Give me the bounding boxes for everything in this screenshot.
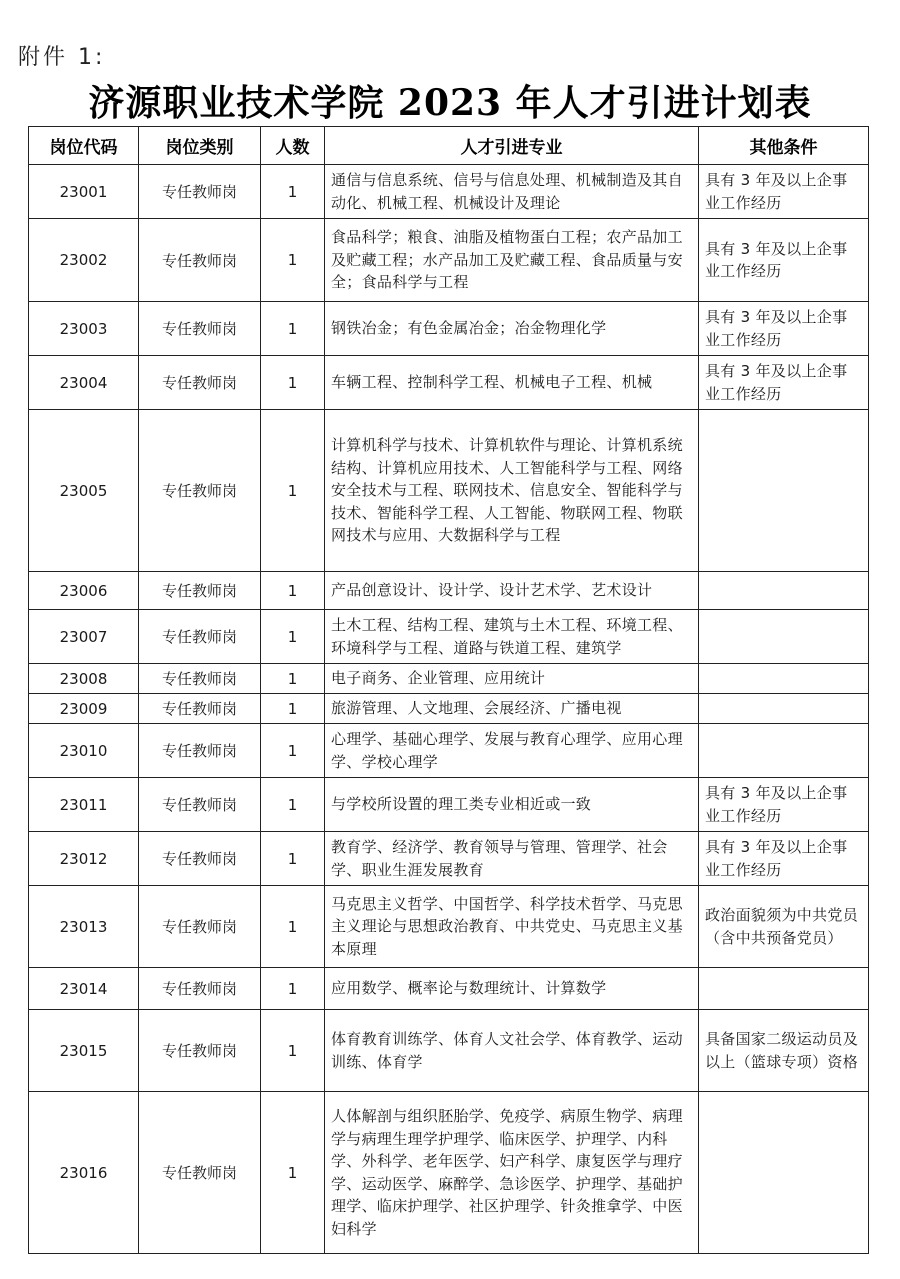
cell-majors: 食品科学；粮食、油脂及植物蛋白工程；农产品加工及贮藏工程；水产品加工及贮藏工程、食品质量与安全；食品科学与工程 [325,219,699,302]
cell-code: 23006 [29,572,139,610]
cell-code: 23004 [29,356,139,410]
cell-other: 具有 3 年及以上企事业工作经历 [699,302,869,356]
cell-category: 专任教师岗 [139,572,261,610]
cell-code: 23002 [29,219,139,302]
cell-other: 具有 3 年及以上企事业工作经历 [699,219,869,302]
table-row [29,968,869,1010]
cell-category: 专任教师岗 [139,1010,261,1092]
table-row [29,832,869,886]
cell-majors: 电子商务、企业管理、应用统计 [325,664,699,694]
table-row [29,724,869,778]
cell-code: 23009 [29,694,139,724]
cell-other [699,1092,869,1254]
cell-category: 专任教师岗 [139,724,261,778]
cell-count: 1 [261,694,325,724]
cell-other [699,410,869,572]
cell-majors: 心理学、基础心理学、发展与教育心理学、应用心理学、学校心理学 [325,724,699,778]
cell-code: 23008 [29,664,139,694]
cell-code: 23010 [29,724,139,778]
cell-other [699,694,869,724]
cell-category: 专任教师岗 [139,1092,261,1254]
cell-count: 1 [261,572,325,610]
cell-other [699,724,869,778]
table-row [29,219,869,302]
page-title: 济源职业技术学院 2023 年人才引进计划表 [88,82,812,124]
attachment-label: 附件 1: [18,45,106,70]
header-category: 岗位类别 [139,127,261,165]
cell-majors: 通信与信息系统、信号与信息处理、机械制造及其自动化、机械工程、机械设计及理论 [325,165,699,219]
cell-count: 1 [261,610,325,664]
cell-category: 专任教师岗 [139,410,261,572]
cell-count: 1 [261,968,325,1010]
cell-majors: 产品创意设计、设计学、设计艺术学、艺术设计 [325,572,699,610]
cell-code: 23007 [29,610,139,664]
cell-majors: 土木工程、结构工程、建筑与土木工程、环境工程、环境科学与工程、道路与铁道工程、建筑学 [325,610,699,664]
cell-count: 1 [261,1092,325,1254]
cell-category: 专任教师岗 [139,694,261,724]
cell-count: 1 [261,219,325,302]
cell-code: 23012 [29,832,139,886]
cell-category: 专任教师岗 [139,886,261,968]
cell-count: 1 [261,664,325,694]
cell-category: 专任教师岗 [139,778,261,832]
cell-count: 1 [261,356,325,410]
header-other: 其他条件 [699,127,869,165]
cell-majors: 人体解剖与组织胚胎学、免疫学、病原生物学、病理学与病理生理学护理学、临床医学、护理学、内科学、外科学、老年医学、妇产科学、康复医学与理疗学、运动医学、麻醉学、急诊医学、护理学、基础护理学、临床护理学、社区护理学、针灸推拿学、中医妇科学 [325,1092,699,1254]
cell-code: 23001 [29,165,139,219]
cell-count: 1 [261,165,325,219]
header-code: 岗位代码 [29,127,139,165]
table-header-row [29,127,869,165]
cell-category: 专任教师岗 [139,165,261,219]
table-row [29,886,869,968]
cell-category: 专任教师岗 [139,219,261,302]
cell-category: 专任教师岗 [139,968,261,1010]
table-row [29,165,869,219]
cell-majors: 教育学、经济学、教育领导与管理、管理学、社会学、职业生涯发展教育 [325,832,699,886]
header-majors: 人才引进专业 [325,127,699,165]
cell-category: 专任教师岗 [139,356,261,410]
cell-code: 23011 [29,778,139,832]
cell-other [699,968,869,1010]
table-row [29,1010,869,1092]
cell-majors: 应用数学、概率论与数理统计、计算数学 [325,968,699,1010]
cell-other: 政治面貌须为中共党员（含中共预备党员） [699,886,869,968]
cell-code: 23003 [29,302,139,356]
table-row [29,572,869,610]
cell-code: 23013 [29,886,139,968]
cell-majors: 马克思主义哲学、中国哲学、科学技术哲学、马克思主义理论与思想政治教育、中共党史、马克思主义基本原理 [325,886,699,968]
header-count: 人数 [261,127,325,165]
cell-majors: 旅游管理、人文地理、会展经济、广播电视 [325,694,699,724]
cell-code: 23016 [29,1092,139,1254]
cell-other [699,664,869,694]
cell-majors: 计算机科学与技术、计算机软件与理论、计算机系统结构、计算机应用技术、人工智能科学与工程、网络安全技术与工程、联网技术、信息安全、智能科学与技术、智能科学工程、人工智能、物联网工程、物联网技术与应用、大数据科学与工程 [325,410,699,572]
cell-count: 1 [261,1010,325,1092]
cell-count: 1 [261,410,325,572]
cell-count: 1 [261,724,325,778]
cell-other [699,572,869,610]
cell-other: 具有 3 年及以上企事业工作经历 [699,165,869,219]
table-row [29,1092,869,1254]
cell-category: 专任教师岗 [139,610,261,664]
table-row [29,302,869,356]
table-row [29,778,869,832]
recruitment-plan-table [28,126,869,1254]
cell-code: 23015 [29,1010,139,1092]
cell-other [699,610,869,664]
table-row [29,694,869,724]
cell-majors: 体育教育训练学、体育人文社会学、体育教学、运动训练、体育学 [325,1010,699,1092]
table-row [29,356,869,410]
cell-majors: 车辆工程、控制科学工程、机械电子工程、机械 [325,356,699,410]
cell-other: 具有 3 年及以上企事业工作经历 [699,832,869,886]
cell-category: 专任教师岗 [139,832,261,886]
cell-count: 1 [261,778,325,832]
cell-code: 23014 [29,968,139,1010]
cell-count: 1 [261,832,325,886]
table-row [29,610,869,664]
cell-majors: 与学校所设置的理工类专业相近或一致 [325,778,699,832]
cell-category: 专任教师岗 [139,302,261,356]
table-row [29,664,869,694]
cell-count: 1 [261,886,325,968]
cell-code: 23005 [29,410,139,572]
cell-category: 专任教师岗 [139,664,261,694]
table-row [29,410,869,572]
cell-other: 具有 3 年及以上企事业工作经历 [699,778,869,832]
cell-other: 具有 3 年及以上企事业工作经历 [699,356,869,410]
cell-count: 1 [261,302,325,356]
cell-other: 具备国家二级运动员及以上（篮球专项）资格 [699,1010,869,1092]
cell-majors: 钢铁冶金；有色金属冶金；冶金物理化学 [325,302,699,356]
table-body [29,165,869,1254]
